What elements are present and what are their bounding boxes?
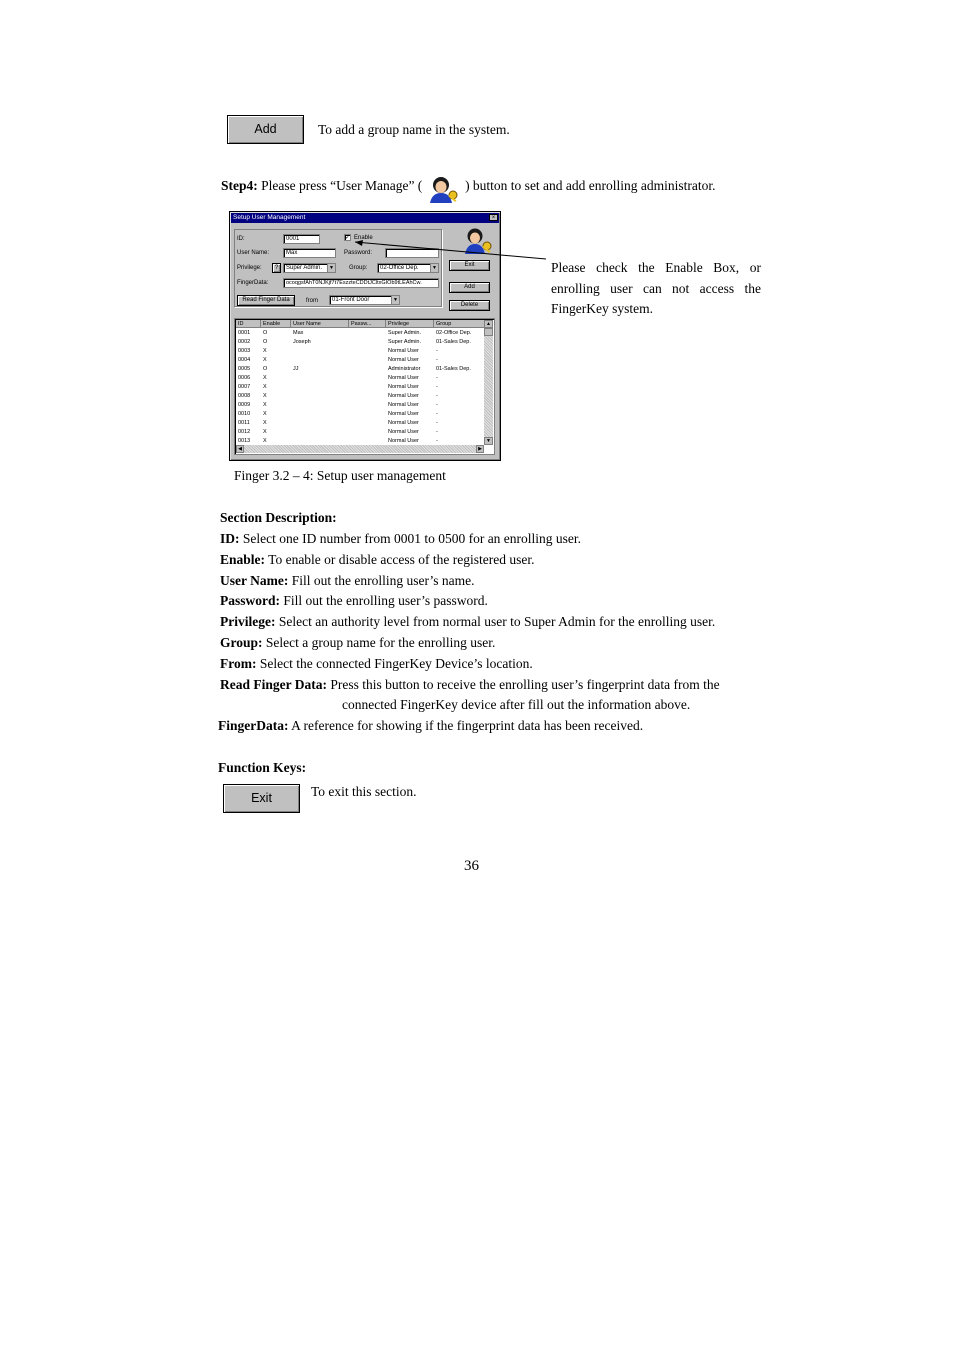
table-cell: 0008 [238,393,251,399]
step4-line [221,175,716,199]
callout-line-1: Please check the Enable Box, or [551,260,761,275]
callout-text [551,258,761,320]
table-cell: Super Admin. [388,339,422,345]
description-term: Enable: [220,551,266,567]
description-line [220,612,715,632]
description-text: Select a group name for the enrolling user. [262,635,496,650]
table-cell: 0001 [238,330,251,336]
table-cell: - [436,384,438,390]
column-header-id[interactable]: ID [236,320,261,328]
table-cell: Normal User [388,393,419,399]
scroll-thumb[interactable] [484,328,493,336]
read-finger-data-button[interactable]: Read Finger Data [237,295,295,306]
description-text: Press this button to receive the enrolling user’s fingerprint data from the [327,676,720,692]
description-line [220,550,534,570]
table-cell: X [263,348,267,354]
horizontal-scrollbar[interactable] [236,445,484,453]
description-line [220,675,720,695]
password-label: Password: [344,250,373,256]
table-cell: Super Admin. [388,330,422,336]
table-cell: 0004 [238,357,251,363]
description-text: Fill out the enrolling user’s password. [280,593,488,609]
from-label: from [306,298,318,304]
user-manage-icon [426,175,462,199]
description-term: Read Finger Data: [220,676,327,692]
step4-text-before: Please press “User Manage” ( [261,178,423,194]
table-cell: Max [293,330,304,336]
description-term: Privilege: [220,614,276,630]
description-line [342,695,690,715]
table-cell: Administrator [388,366,421,372]
table-cell: 0009 [238,402,251,408]
table-cell: - [436,393,438,399]
table-cell: Joseph [293,339,311,345]
table-cell: - [436,357,438,363]
table-cell: 0007 [238,384,251,390]
column-header-user-name[interactable]: User Name [291,320,349,328]
exit-description: To exit this section. [311,784,417,799]
table-cell: Normal User [388,384,419,390]
description-term: Password: [220,593,280,609]
column-header-privilege[interactable]: Privilege [386,320,434,328]
id-field[interactable]: 0001 [283,234,320,244]
vertical-scrollbar[interactable] [484,320,493,445]
step4-text-after: ) button to set and add enrolling administrator. [465,178,716,194]
description-line [220,633,495,653]
description-text: To enable or disable access of the registered user. [265,551,535,567]
table-cell: Normal User [388,402,419,408]
table-cell: Normal User [388,420,419,426]
scroll-down-icon[interactable]: ▼ [484,437,493,445]
dialog-title: Setup User Management [233,214,306,221]
table-cell: - [436,411,438,417]
add-button[interactable]: Add [449,282,490,293]
fingerdata-field: ocoqgsfAhT0NJKjf7t7EszzteCDDtJCltxGIOb9tLEAhCw. [283,278,439,288]
user-name-field[interactable]: Max [283,248,336,258]
table-cell: - [436,348,438,354]
table-cell: - [436,420,438,426]
exit-button[interactable]: Exit [449,260,490,271]
table-cell: X [263,357,267,363]
description-line [220,529,581,549]
table-cell: 0006 [238,375,251,381]
figure-caption: Finger 3.2 – 4: Setup user management [234,468,446,483]
table-cell: Normal User [388,375,419,381]
description-text: Fill out the enrolling user’s name. [288,572,475,588]
page-number: 36 [464,858,479,874]
table-cell: X [263,402,267,408]
user-list[interactable] [234,318,495,455]
privilege-value: Super Admin. [286,265,323,271]
enable-checkbox[interactable]: ✓ [345,235,351,241]
table-cell: O [263,330,268,336]
chevron-down-icon[interactable]: ▼ [391,296,399,304]
table-cell: 0012 [238,429,251,435]
table-cell: 02-Office Dep. [436,330,472,336]
table-cell: X [263,393,267,399]
dialog-title-bar [231,213,499,223]
table-cell: 0002 [238,339,251,345]
table-cell: 0005 [238,366,251,372]
fingerdata-label: FingerData: [237,280,269,286]
column-header-enable[interactable]: Enable [261,320,291,328]
table-cell: X [263,420,267,426]
table-cell: X [263,384,267,390]
table-cell: X [263,411,267,417]
description-term: FingerData: [218,718,289,734]
table-cell: 0003 [238,348,251,354]
table-cell: 0013 [238,438,251,444]
table-cell: 01-Sales Dep. [436,339,471,345]
table-cell: X [263,438,267,444]
table-cell: - [436,375,438,381]
from-value: 01-Front Door [332,297,370,303]
table-cell: - [436,438,438,444]
column-header-password[interactable]: Passw... [349,320,386,328]
description-text: connected FingerKey device after fill out the information above. [342,697,691,713]
description-line [220,571,474,591]
chevron-down-icon[interactable]: ▼ [327,264,335,272]
user-name-label: User Name: [237,250,270,256]
description-term: ID: [220,531,240,546]
close-icon[interactable]: × [489,214,498,221]
table-cell: 0010 [238,411,251,417]
exit-button-image: Exit [223,784,300,813]
table-cell: JJ [293,366,299,372]
privilege-help-button[interactable]: ? [272,263,281,273]
description-text: Select an authority level from normal user to Super Admin for the enrolling user. [275,614,716,630]
description-line [220,591,488,611]
id-label: ID: [237,236,245,242]
table-cell: Normal User [388,438,419,444]
callout-line-2: enrolling user can not access the [551,280,761,296]
table-cell: O [263,366,268,372]
table-cell: Normal User [388,429,419,435]
table-cell: - [436,429,438,435]
privilege-label: Privilege: [237,265,262,271]
scroll-right-icon[interactable]: ▶ [476,445,484,453]
table-cell: Normal User [388,348,419,354]
scroll-up-icon[interactable]: ▲ [484,320,493,328]
group-label: Group: [349,265,368,271]
description-term: User Name: [220,572,289,588]
enable-label: Enable [354,235,373,241]
privilege-select[interactable] [283,263,336,273]
add-button-image: Add [227,115,304,144]
step4-label: Step4: [221,178,258,194]
scroll-left-icon[interactable]: ◀ [236,445,244,453]
description-term: From: [220,655,257,671]
table-cell: 01-Sales Dep. [436,366,471,372]
table-cell: O [263,339,268,345]
description-line [220,654,533,674]
table-cell: 0011 [238,420,250,426]
add-description: To add a group name in the system. [318,122,510,137]
description-line [218,716,643,736]
table-cell: Normal User [388,357,419,363]
callout-line-3: FingerKey system. [551,301,653,316]
chevron-down-icon[interactable]: ▼ [430,264,438,272]
description-text: A reference for showing if the fingerprint data has been received. [288,718,644,734]
delete-button[interactable]: Delete [449,300,490,311]
table-cell: X [263,375,267,381]
description-term: Group: [220,635,263,650]
column-header-group[interactable]: Group [434,320,486,328]
section-description-heading: Section Description: [220,510,337,525]
description-text: Select one ID number from 0001 to 0500 for an enrolling user. [239,531,582,546]
description-text: Select the connected FingerKey Device’s location. [256,655,533,671]
from-select[interactable] [329,295,400,305]
table-cell: - [436,402,438,408]
callout-line [350,236,550,266]
table-cell: X [263,429,267,435]
function-keys-heading: Function Keys: [218,760,307,775]
group-value: 02-Office Dep. [380,265,419,271]
table-cell: Normal User [388,411,419,417]
